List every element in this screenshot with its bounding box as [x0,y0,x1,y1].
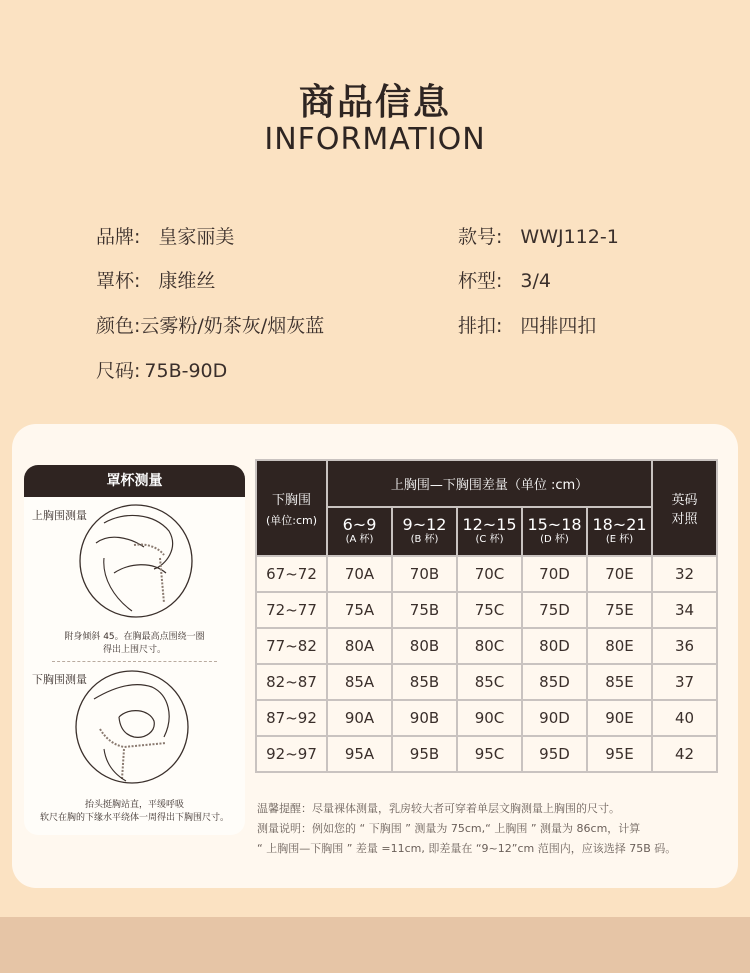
size-cell: 70B [393,557,456,591]
upper-caption-1: 附身倾斜 45。在胸最高点围绕一圈 [64,632,205,642]
under-bust-cell: 77~82 [257,629,326,663]
measure-panel [24,465,245,835]
divider [52,661,217,662]
cup-header-cell [523,508,586,555]
size-row [96,356,227,383]
color-label: 颜色: [96,315,141,337]
cup-letter: (E 杯) [605,534,634,546]
under-bust-cell: 82~87 [257,665,326,699]
hook-row [458,311,596,338]
cup-material-value: 康维丝 [158,270,216,292]
size-label: 尺码: [96,360,141,382]
uk-size-cell: 40 [653,701,716,735]
cup-header-cell [328,508,391,555]
under-bust-cell: 87~92 [257,701,326,735]
uk-size-cell: 37 [653,665,716,699]
cup-range: 12~15 [462,515,517,535]
cup-material-row [96,266,215,293]
size-cell: 70D [523,557,586,591]
lower-measure-label: 下胸围测量 [32,673,87,686]
size-cell: 80D [523,629,586,663]
brand-label: 品牌: [96,226,141,248]
cup-type-row [458,266,551,293]
color-row [96,311,324,338]
cup-range: 15~18 [527,515,582,535]
uk-size-header [653,461,716,555]
lower-measure-illustration [74,669,194,789]
size-cell: 75A [328,593,391,627]
hook-value: 四排四扣 [520,315,597,337]
model-label: 款号: [458,226,503,248]
under-bust-cell: 67~72 [257,557,326,591]
cup-range: 6~9 [342,515,377,535]
cup-material-label: 罩杯: [96,270,141,292]
upper-measure-label: 上胸围测量 [32,509,87,522]
table-row [257,701,716,735]
cup-header-cell [393,508,456,555]
uk-size-cell: 42 [653,737,716,771]
cup-letter: (A 杯) [345,534,374,546]
size-cell: 90C [458,701,521,735]
note-line-3: “ 上胸围—下胸围 ” 差量 =11cm, 即差量在 “9~12”cm 范围内，应该选择 75B 码。 [257,842,677,855]
note-line-2: 测量说明：例如您的 “ 下胸围 ” 测量为 75cm,“ 上胸围 ” 测量为 86cm，计算 [257,822,641,835]
size-cell: 80E [588,629,651,663]
size-cell: 70A [328,557,391,591]
note-line-1: 温馨提醒：尽量裸体测量，乳房较大者可穿着单层文胸测量上胸围的尺寸。 [257,802,620,815]
size-rows [257,557,716,771]
size-cell: 95A [328,737,391,771]
model-value: WWJ112-1 [520,226,619,248]
size-cell: 80C [458,629,521,663]
uk-label-2: 对照 [671,512,698,527]
size-cell: 90A [328,701,391,735]
cup-letter: (B 杯) [410,534,439,546]
color-value: 云雾粉/奶茶灰/烟灰蓝 [140,315,325,337]
model-row [458,222,619,249]
size-cell: 75E [588,593,651,627]
cup-type-label: 杯型: [458,270,503,292]
size-table [255,459,718,773]
page-title-en: INFORMATION [264,122,486,157]
measure-header: 罩杯测量 [24,465,245,497]
size-cell: 90E [588,701,651,735]
bottom-band [0,917,750,973]
cup-letter: (D 杯) [540,534,569,546]
upper-caption-2: 得出上围尺寸。 [102,645,166,655]
upper-measure-illustration [74,503,194,623]
uk-size-cell: 34 [653,593,716,627]
page-title-cn: 商品信息 [298,82,451,123]
size-cell: 70C [458,557,521,591]
size-cell: 95E [588,737,651,771]
cup-range: 18~21 [592,515,647,535]
brand-row [96,222,234,249]
cup-type-value: 3/4 [520,270,551,292]
size-cell: 95B [393,737,456,771]
size-cell: 85B [393,665,456,699]
size-cell: 85C [458,665,521,699]
size-cell: 75B [393,593,456,627]
uk-size-cell: 36 [653,629,716,663]
size-cell: 85A [328,665,391,699]
lower-caption-2: 软尺在胸的下缘水平绕体一周得出下胸围尺寸。 [39,813,229,823]
size-cell: 90B [393,701,456,735]
table-row [257,737,716,771]
lower-caption-1: 抬头挺胸站直，平缓呼吸 [84,800,184,810]
under-bust-header [257,461,326,555]
size-cell: 85D [523,665,586,699]
size-cell: 75D [523,593,586,627]
size-cell: 90D [523,701,586,735]
size-cell: 95C [458,737,521,771]
size-cell: 75C [458,593,521,627]
size-cell: 95D [523,737,586,771]
size-cell: 80A [328,629,391,663]
cup-header-cell [588,508,651,555]
under-bust-cell: 72~77 [257,593,326,627]
table-row [257,665,716,699]
under-bust-label: 下胸围 [271,492,311,508]
size-cell: 70E [588,557,651,591]
cup-range: 9~12 [402,515,447,535]
uk-size-cell: 32 [653,557,716,591]
size-cell: 80B [393,629,456,663]
size-value: 75B-90D [144,360,228,382]
under-bust-unit: (单位:cm) [265,513,318,527]
brand-value: 皇家丽美 [158,226,235,248]
table-row [257,629,716,663]
size-cell: 85E [588,665,651,699]
table-row [257,557,716,591]
uk-label-1: 英码 [671,493,698,508]
under-bust-cell: 92~97 [257,737,326,771]
table-row [257,593,716,627]
cup-letter: (C 杯) [475,534,504,546]
cup-header-cell [458,508,521,555]
difference-header: 上胸围—下胸围差量（单位 :cm） [328,461,651,506]
hook-label: 排扣: [458,315,503,337]
